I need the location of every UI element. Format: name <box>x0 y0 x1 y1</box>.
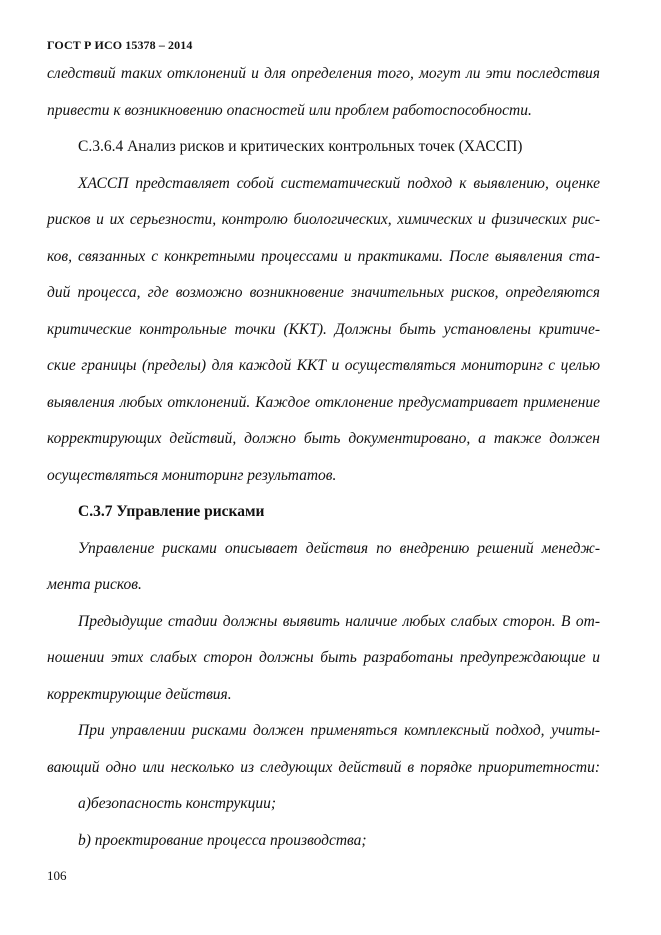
list-item-a: a)безопасность конструкции; <box>78 795 277 812</box>
text-line: дий процесса, где возможно возникновение значительных рисков, определяются <box>47 284 600 301</box>
text-line: привести к возникновению опасностей или проблем работоспособности. <box>47 102 532 119</box>
text-line: выявления любых отклонений. Каждое отклонение предусматривает применение <box>47 394 600 411</box>
text-line: корректирующие действия. <box>47 686 232 703</box>
text-line: корректирующих действий, должно быть документировано, а также должен <box>47 430 600 447</box>
section-heading-c37: С.3.7 Управление рисками <box>78 503 265 520</box>
text-line: ношении этих слабых сторон должны быть разработаны предупреждающие и <box>47 649 600 666</box>
page-number: 106 <box>47 868 67 883</box>
text-line: критические контрольные точки (ККТ). Должны быть установлены критиче- <box>47 321 600 338</box>
list-item-b: b) проектирование процесса производства; <box>78 832 367 849</box>
text-line: мента рисков. <box>47 576 142 593</box>
text-line: следствий таких отклонений и для определения того, могут ли эти последствия <box>47 65 600 82</box>
text-line: осуществляться мониторинг результатов. <box>47 467 337 484</box>
text-line: рисков и их серьезности, контролю биологических, химических и физических рис- <box>47 211 600 228</box>
text-line: ХАССП представляет собой систематический подход к выявлению, оценке <box>78 175 600 192</box>
text-line: При управлении рисками должен применяться комплексный подход, учиты- <box>78 722 600 739</box>
text-line: ские границы (пределы) для каждой ККТ и осуществляться мониторинг с целью <box>47 357 600 374</box>
page-header: ГОСТ Р ИСО 15378 – 2014 <box>47 38 193 52</box>
text-line: ков, связанных с конкретными процессами и практиками. После выявления ста- <box>47 248 600 265</box>
text-line: Управление рисками описывает действия по внедрению решений менедж- <box>78 540 600 557</box>
text-line: вающий одно или несколько из следующих действий в порядке приоритетности: <box>47 759 600 776</box>
section-heading-c364: С.3.6.4 Анализ рисков и критических контрольных точек (ХАССП) <box>78 138 523 155</box>
text-line: Предыдущие стадии должны выявить наличие любых слабых сторон. В от- <box>78 613 600 630</box>
